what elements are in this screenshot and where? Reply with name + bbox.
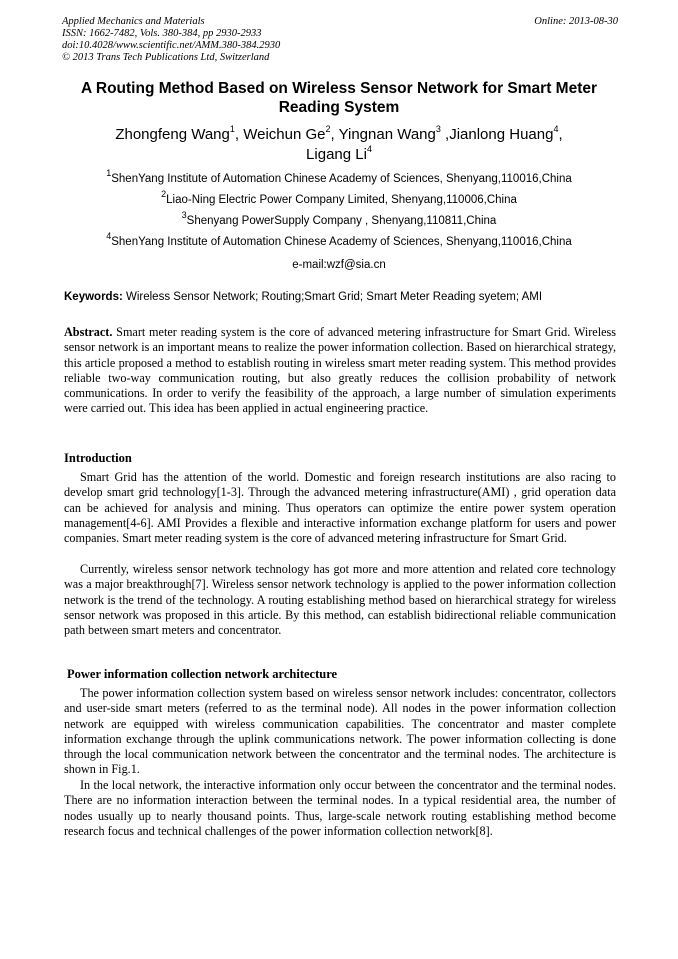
affiliation-mark: 3 — [181, 210, 187, 221]
author-name: , Yingnan Wang — [330, 126, 436, 143]
affiliation-mark: 1 — [106, 168, 112, 179]
affiliation-3 — [40, 210, 638, 228]
affiliation-mark: 2 — [161, 189, 167, 200]
affiliation-text: ShenYang Institute of Automation Chinese Academy of Sciences, Shenyang,110016,China — [111, 236, 572, 248]
section-heading-architecture: Power information collection network architecture — [67, 667, 338, 681]
title-line-2: Reading System — [278, 99, 400, 116]
author-name: , Weichun Ge — [234, 126, 326, 143]
author-separator: , — [558, 126, 563, 143]
doi-line: doi:10.4028/www.scientific.net/AMM.380-384.2930 — [62, 40, 281, 51]
author-affil-mark: 4 — [366, 144, 372, 154]
arch-paragraph-1: The power information collection system based on wireless sensor network includes: concentrator, collectors and user-side smart meters (referred to as the terminal node). All nodes in the power information collection network are equipped with wireless communication capabilities. The concentrator and master complete information exchange through the uplink communications network. The power information collecting is done through the local communication network between the concentrator and the terminal nodes. The architecture is shown in Fig.1. — [64, 686, 616, 777]
section-heading-introduction: Introduction — [64, 451, 132, 465]
affiliation-text: Liao-Ning Electric Power Company Limited, Shenyang,110006,China — [166, 194, 517, 206]
journal-header — [62, 16, 618, 64]
author-affil-mark: 4 — [553, 124, 559, 134]
intro-paragraph-1: Smart Grid has the attention of the world. Domestic and foreign research institutions are also racing to develop smart grid technology[1-3]. Through the advanced metering infrastructure(AMI) , grid operation data can be achieved for analysis and mining. Thus operators can optimize the entire power system operation management[4-6]. AMI Provides a flexible and interactive information exchange platform for users and power companies. Smart meter reading system is the core of advanced metering infrastructure for Smart Grid. — [64, 470, 616, 546]
abstract-label: Abstract. — [64, 325, 113, 339]
arch-paragraph-2: In the local network, the interactive information only occur between the concentrator and the terminal nodes. There are no information interaction between the terminal nodes. In a typical residential area, the number of nodes usually up to nearly thousand points. Thus, large-scale network routing establishing method become research focus and technical challenges of the power information collection network[8]. — [64, 778, 616, 838]
abstract-text: Smart meter reading system is the core of advanced metering infrastructure for Smart Grid. Wireless sensor network is an important means to realize the power information collection. Based on hierarchical strategy, this article proposed a method to establish routing in wireless smart meter reading system. This method provides reliable two-way communication routing, but also greatly reduces the collision probability of network communications. In order to verify the feasibility of the approach, a large number of simulation experiments were carried out. This idea has been applied in actual engineering practice. — [64, 325, 616, 416]
author-name: ,Jianlong Huang — [440, 126, 554, 143]
issn-line: ISSN: 1662-7482, Vols. 380-384, pp 2930-2933 — [62, 28, 262, 39]
paper-title — [40, 79, 638, 117]
affiliation-4 — [40, 231, 638, 249]
abstract — [64, 325, 616, 417]
author-email: e-mail:wzf@sia.cn — [292, 259, 386, 271]
keywords-text: Wireless Sensor Network; Routing;Smart Grid; Smart Meter Reading syetem; AMI — [122, 291, 543, 303]
author-affil-mark: 1 — [229, 124, 235, 134]
affiliation-mark: 4 — [106, 231, 112, 242]
affiliation-text: ShenYang Institute of Automation Chinese Academy of Sciences, Shenyang,110016,China — [111, 173, 572, 185]
keywords-label: Keywords: — [64, 291, 123, 303]
author-name: Zhongfeng Wang — [115, 126, 230, 143]
affiliation-1 — [40, 168, 638, 186]
author-affil-mark: 3 — [435, 124, 441, 134]
author-affil-mark: 2 — [325, 124, 331, 134]
online-date: Online: 2013-08-30 — [534, 16, 618, 27]
intro-paragraph-2: Currently, wireless sensor network technology has got more and more attention and related core technology was a major breakthrough[7]. Wireless sensor network technology is applied to the power information collection network is the trend of the technology. A routing establishing method based on hierarchical strategy for wireless sensor network was proposed in this article. By this method, can establish bidirectional reliable communication path between smart meters and concentrator. — [64, 562, 616, 638]
author-line-2 — [40, 145, 638, 165]
copyright-line: © 2013 Trans Tech Publications Ltd, Switzerland — [62, 52, 270, 63]
journal-name: Applied Mechanics and Materials — [62, 16, 205, 27]
title-line-1: A Routing Method Based on Wireless Sensor Network for Smart Meter — [80, 80, 598, 97]
author-list — [40, 125, 638, 165]
author-name: Ligang Li — [306, 146, 367, 163]
affiliation-2 — [40, 189, 638, 207]
affiliation-text: Shenyang PowerSupply Company , Shenyang,110811,China — [186, 215, 497, 227]
author-line-1 — [40, 125, 638, 145]
keywords — [64, 290, 616, 304]
